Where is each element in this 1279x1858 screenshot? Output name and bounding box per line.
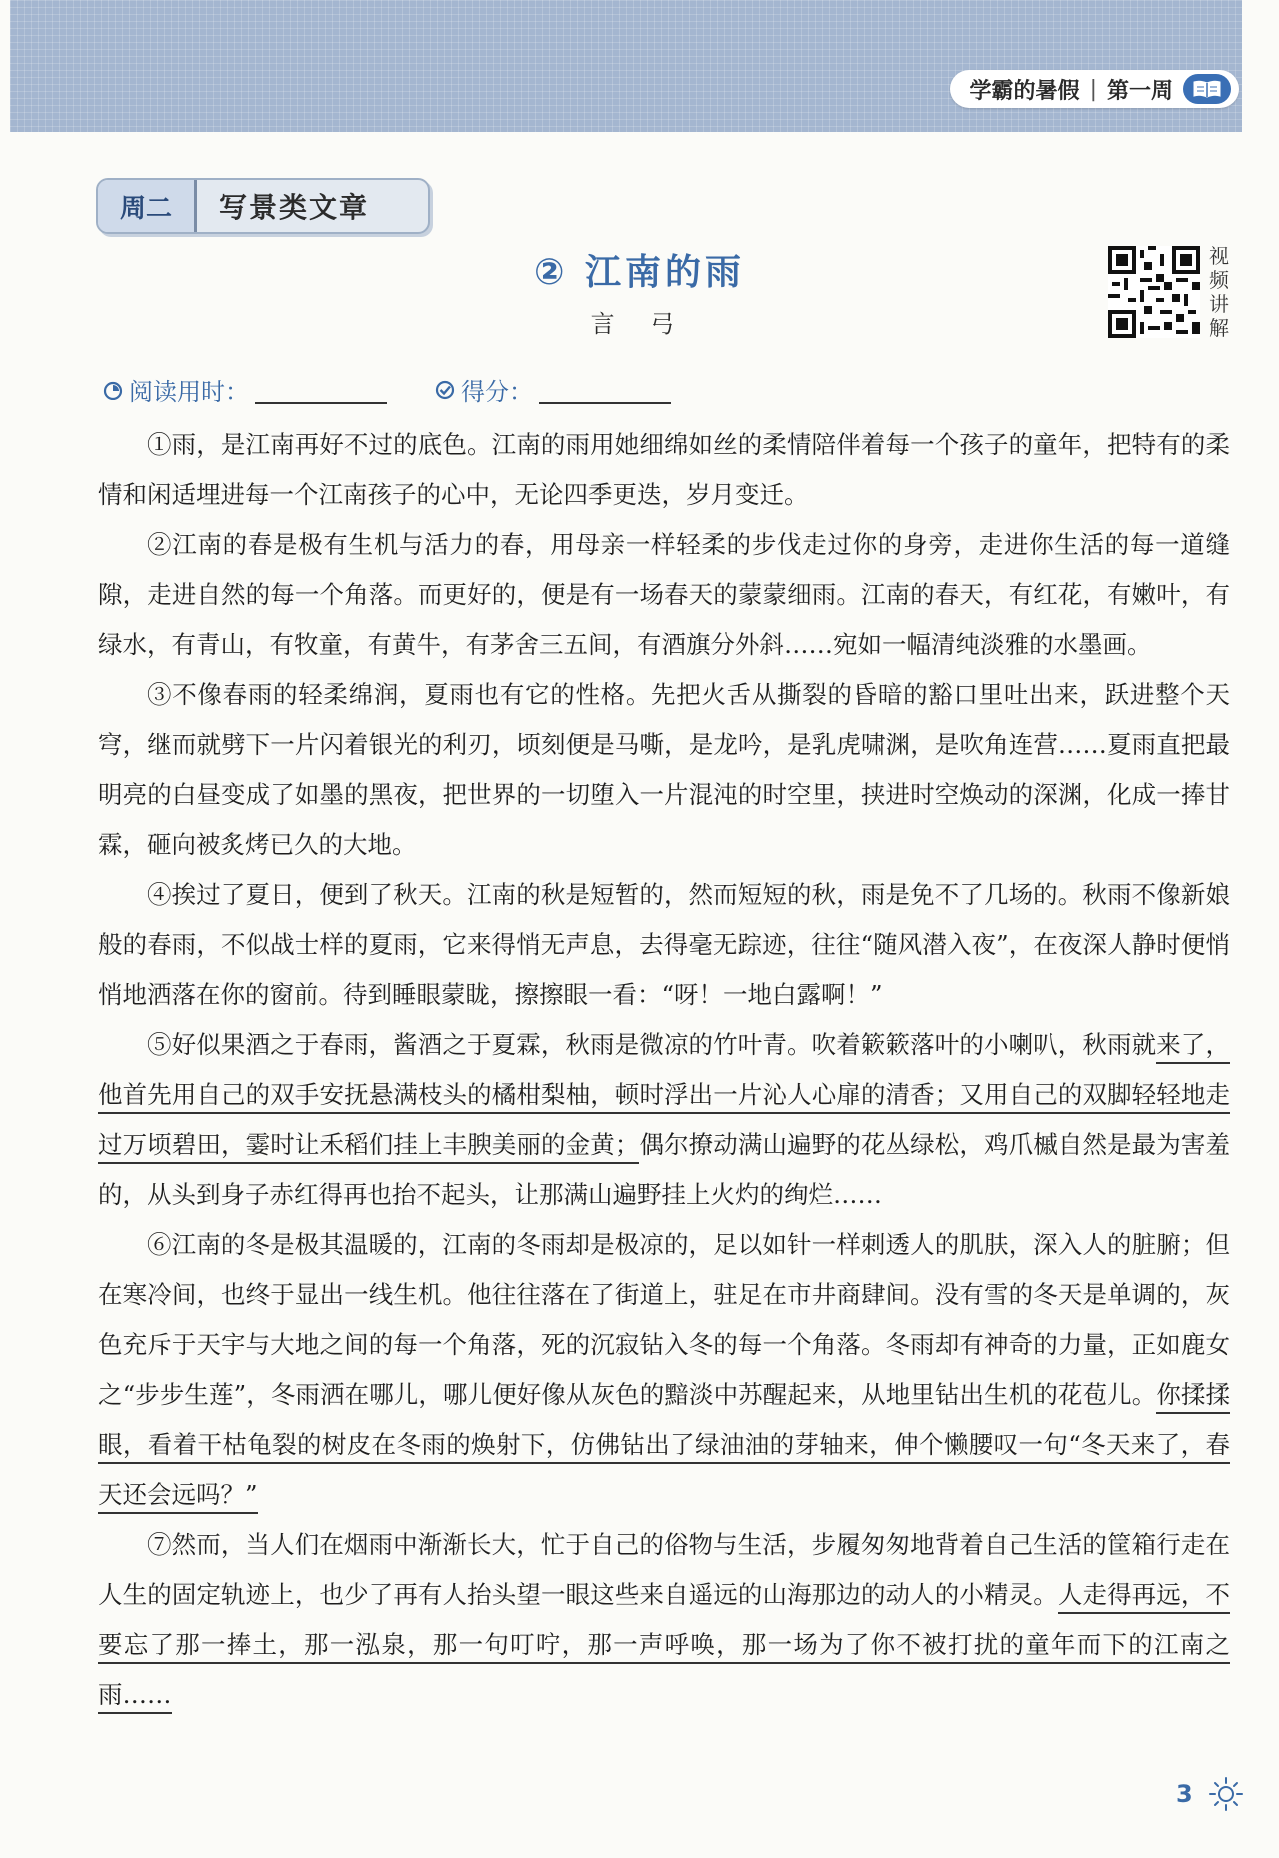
score-blank[interactable]: [539, 376, 671, 404]
paragraph-6: ⑥江南的冬是极其温暖的，江南的冬雨却是极凉的，足以如针一样刺透人的肌肤，深入人的脏腑；但在寒冷间，也终于显出一线生机。他往往落在了街道上，驻足在市井商肆间。没有雪的冬天是单调的，灰色充斥于天宇与大地之间的每一个角落，死的沉寂钻入冬的每一个角落。冬雨却有神奇的力量，正如鹿女之“步步生莲”，冬雨洒在哪儿，哪儿便好像从灰色的黯淡中苏醒起来，从地里钻出生机的花苞儿。你揉揉眼，看着干枯龟裂的树皮在冬雨的焕射下，仿佛钻出了绿油油的芽轴来，伸个懒腰叹一句“冬天来了，春天还会远吗？”: [98, 1220, 1230, 1520]
section-day: 周二: [98, 180, 197, 232]
book-icon: [1183, 74, 1231, 104]
paragraph-5: ⑤好似果酒之于春雨，酱酒之于夏霖，秋雨是微凉的竹叶青。吹着簌簌落叶的小喇叭，秋雨就来了，他首先用自己的双手安抚悬满枝头的橘柑梨柚，顿时浮出一片沁人心扉的清香；又用自己的双脚轻轻地走过万顷碧田，霎时让禾稻们挂上丰腴美丽的金黄；偶尔撩动满山遍野的花丛绿松，鸡爪槭自然是最为害羞的，从头到身子赤红得再也抬不起头，让那满山遍野挂上火灼的绚烂……: [98, 1030, 1231, 1209]
page-number: 3: [1176, 1780, 1193, 1808]
paragraph-3: ③不像春雨的轻柔绵润，夏雨也有它的性格。先把火舌从撕裂的昏暗的豁口里吐出来，跃进整个天穹，继而就劈下一片闪着银光的利刃，顷刻便是马嘶，是龙吟，是乳虎啸渊，是吹角连营……夏雨直把最明亮的白昼变成了如墨的黑夜，把世界的一切堕入一片混沌的时空里，挟进时空焕动的深渊，化成一捧甘霖，砸向被炙烤已久的大地。: [98, 680, 1230, 859]
article-author: 言 弓: [590, 310, 689, 338]
paragraph-7: ⑦然而，当人们在烟雨中渐渐长大，忙于自己的俗物与生活，步履匆匆地背着自己生活的筐箱行走在人生的固定轨迹上，也少了再有人抬头望一眼这些来自遥远的山海那边的动人的小精灵。人走得再远，不要忘了那一捧土，那一泓泉，那一句叮咛，那一声呼唤，那一场为了你不被打扰的童年而下的江南之雨……: [98, 1520, 1230, 1720]
check-icon: [435, 380, 455, 400]
paragraph-1: ①雨，是江南再好不过的底色。江南的雨用她细绵如丝的柔情陪伴着每一个孩子的童年，把特有的柔情和闲适埋进每一个江南孩子的心中，无论四季更迭，岁月变迁。: [98, 430, 1230, 509]
header-badge: [950, 70, 1239, 108]
section-name: 写景类文章: [219, 191, 370, 224]
read-time-label: 阅读用时：: [129, 378, 249, 406]
header-separator: |: [1089, 76, 1097, 102]
sun-icon: [1204, 1772, 1248, 1816]
read-time-blank[interactable]: [255, 376, 387, 404]
week-label: 第一周: [1106, 78, 1173, 104]
underlined-passage: 你揉揉眼，看着干枯龟裂的树皮在冬雨的焕射下，仿佛钻出了绿油油的芽轴来，伸个懒腰叹一句“冬天来了，春天还会远吗？”: [98, 1380, 1230, 1514]
qr-code[interactable]: [1108, 246, 1200, 338]
section-tag: [96, 178, 430, 234]
article-title: ② 江南的雨: [533, 252, 745, 293]
series-title: 学霸的暑假: [969, 78, 1080, 104]
qr-label: 视频讲解: [1209, 244, 1229, 340]
score-label: 得分：: [461, 378, 533, 406]
article-body: [98, 420, 1230, 1720]
meta-row: [103, 372, 671, 407]
paragraph-4: ④挨过了夏日，便到了秋天。江南的秋是短暂的，然而短短的秋，雨是免不了几场的。秋雨不像新娘般的春雨，不似战士样的夏雨，它来得悄无声息，去得毫无踪迹，往往“随风潜入夜”，在夜深人静时便悄悄地洒落在你的窗前。待到睡眼蒙眬，擦擦眼一看：“呀！一地白露啊！”: [98, 880, 1230, 1009]
header-band: [10, 0, 1242, 132]
underlined-passage: 人走得再远，不要忘了那一捧土，那一泓泉，那一句叮咛，那一声呼唤，那一场为了你不被打扰的童年而下的江南之雨……: [98, 1580, 1230, 1714]
clock-icon: [103, 380, 123, 400]
paragraph-2: ②江南的春是极有生机与活力的春，用母亲一样轻柔的步伐走过你的身旁，走进你生活的每一道缝隙，走进自然的每一个角落。而更好的，便是有一场春天的蒙蒙细雨。江南的春天，有红花，有嫩叶，有绿水，有青山，有牧童，有黄牛，有茅舍三五间，有酒旗分外斜……宛如一幅清纯淡雅的水墨画。: [98, 530, 1230, 659]
underlined-passage: 来了，他首先用自己的双手安抚悬满枝头的橘柑梨柚，顿时浮出一片沁人心扉的清香；又用自己的双脚轻轻地走过万顷碧田，霎时让禾稻们挂上丰腴美丽的金黄；: [98, 1030, 1230, 1164]
